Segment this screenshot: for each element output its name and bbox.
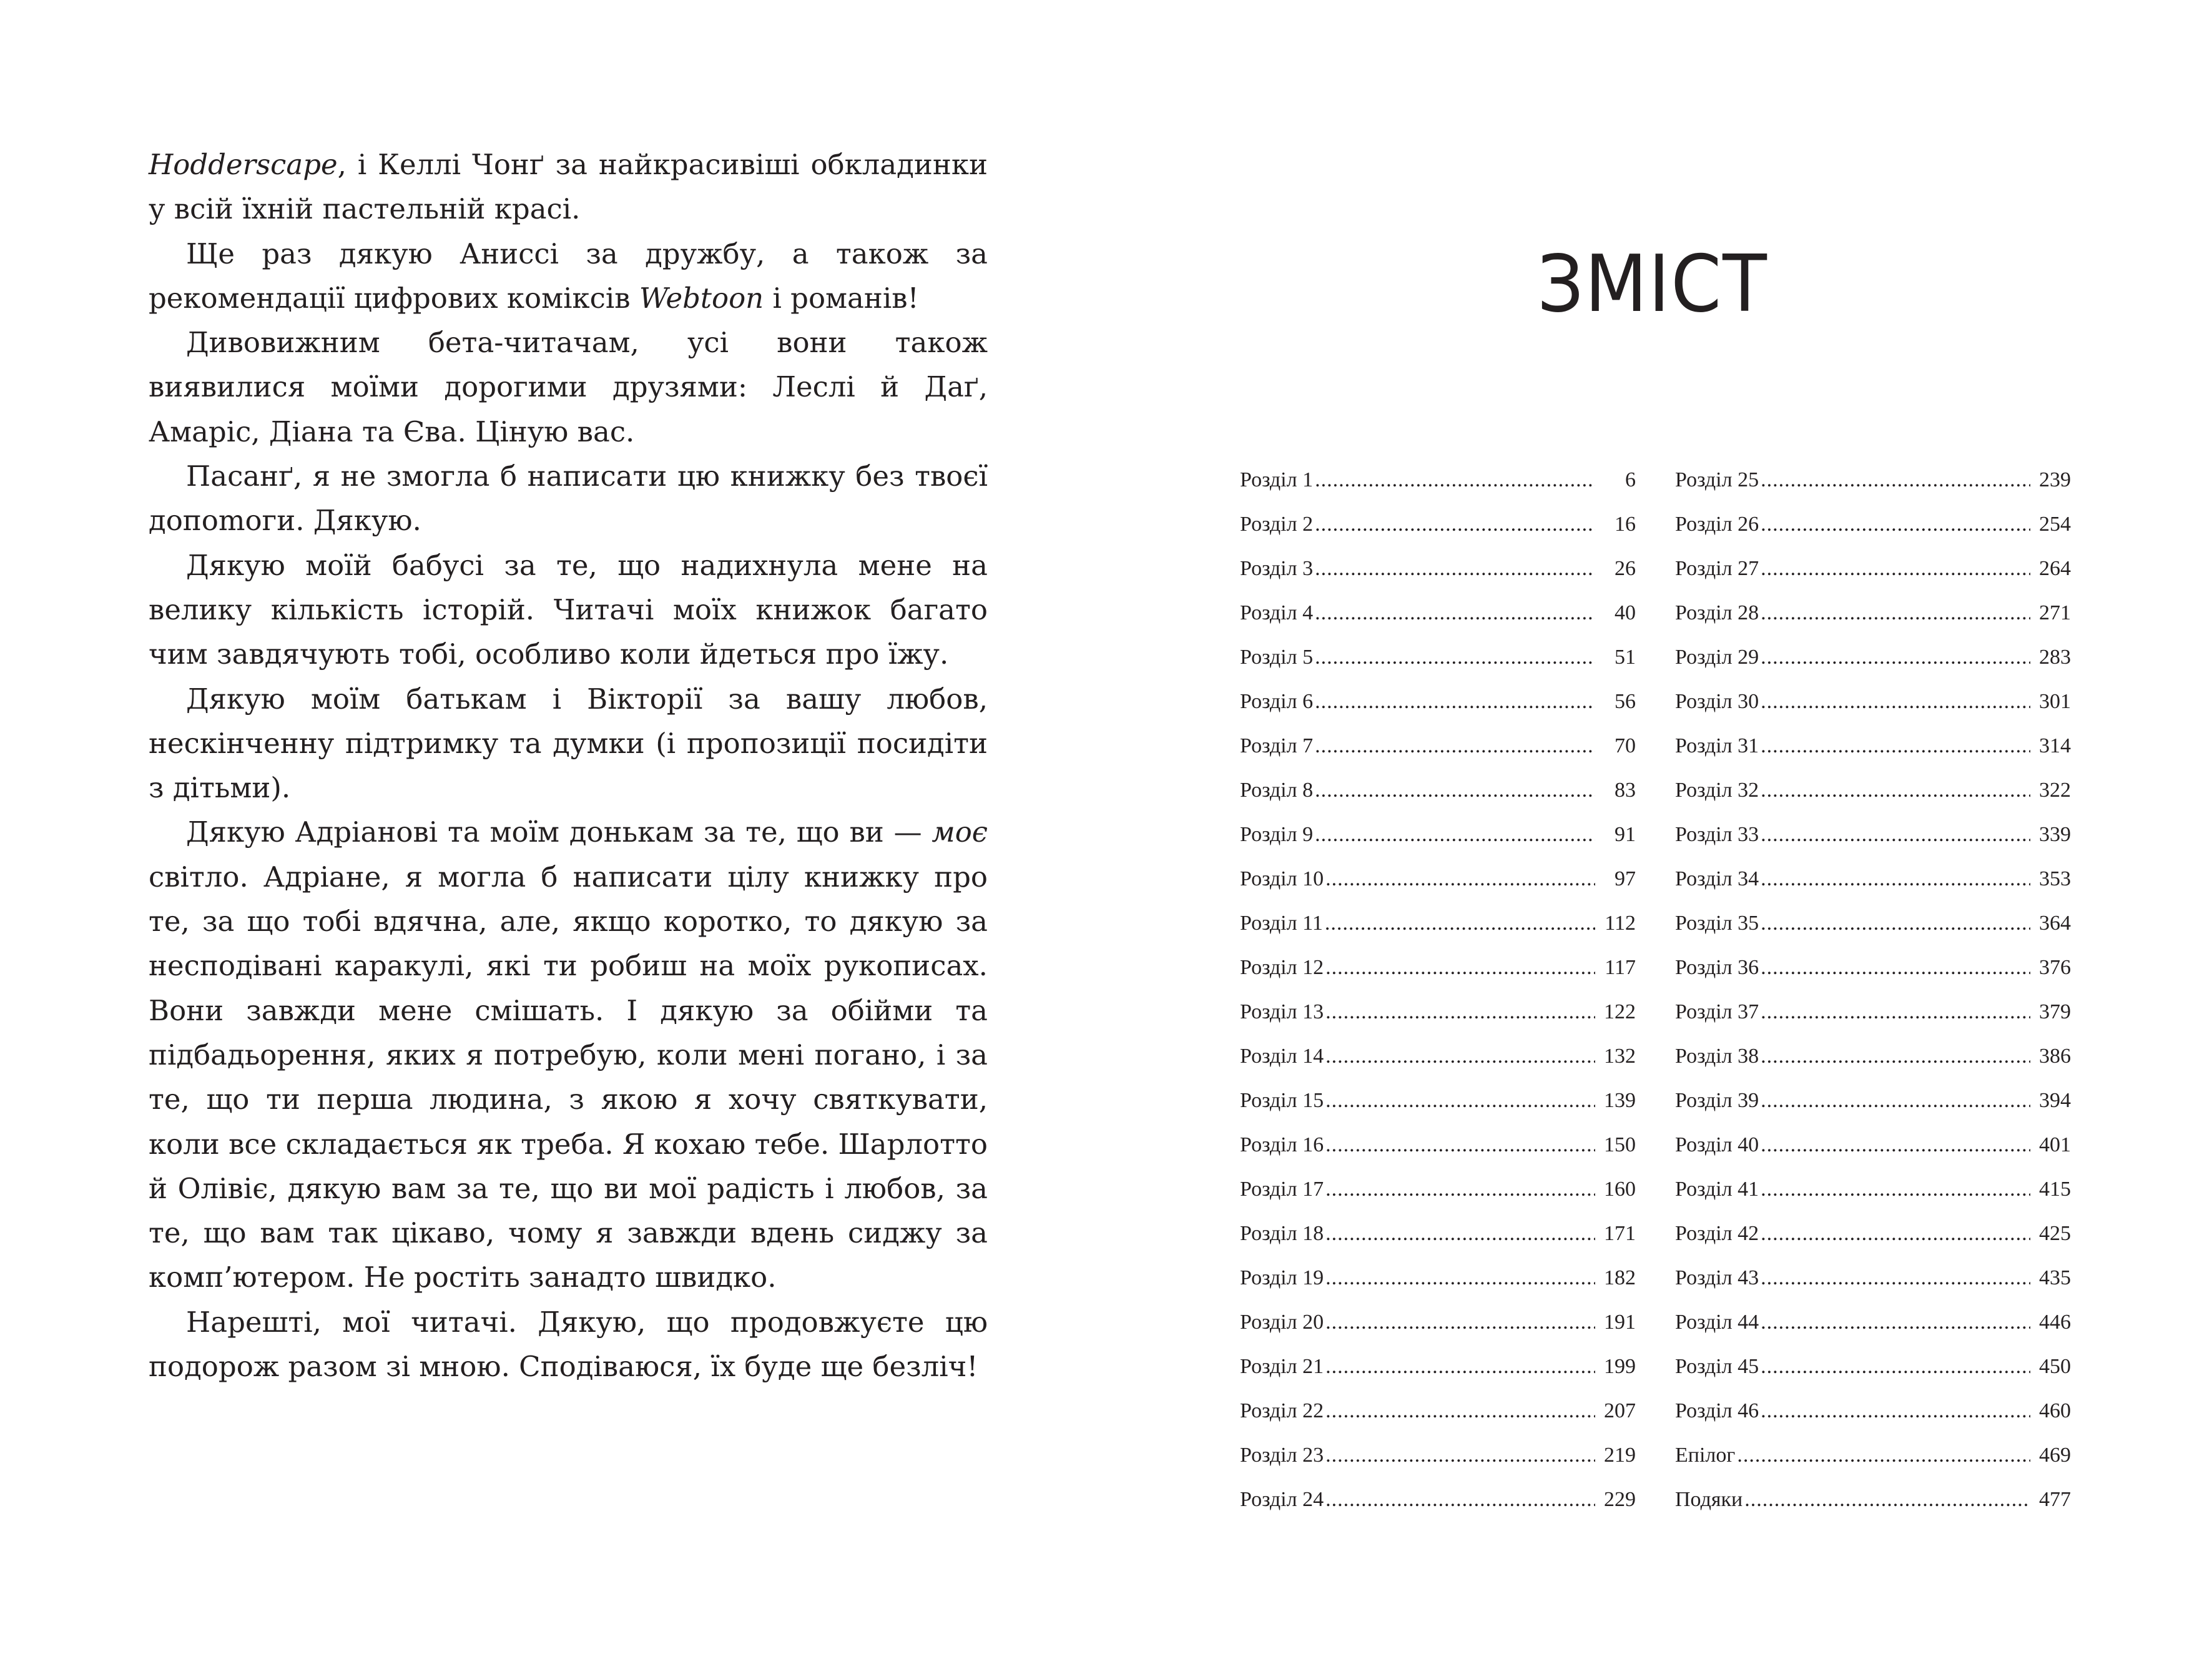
toc-entry-label: Розділ 2	[1240, 513, 1314, 536]
toc-entry[interactable]	[1675, 546, 2071, 591]
toc-dot-leader	[1761, 1389, 2030, 1433]
toc-entry[interactable]	[1240, 768, 1636, 812]
toc-dot-leader	[1325, 1078, 1595, 1123]
toc-dot-leader	[1761, 1078, 2030, 1123]
toc-entry-label: Розділ 12	[1240, 956, 1324, 979]
toc-entry-label: Розділ 24	[1240, 1488, 1324, 1511]
toc-entry-page-number: 322	[2039, 779, 2071, 802]
toc-entry-page-number: 339	[2039, 823, 2071, 846]
toc-entry-label: Розділ 3	[1240, 557, 1314, 580]
text-segment: Дивовижним бета-читачам, усі вони також виявилися моїми дорогими друзями: Леслі й Даґ, Амаріс, Діана та Єва. Ціную вас.	[149, 326, 988, 448]
toc-dot-leader	[1315, 812, 1595, 857]
toc-entry-page-number: 117	[1605, 956, 1636, 979]
toc-entry[interactable]	[1675, 1477, 2071, 1522]
toc-entry-page-number: 207	[1604, 1399, 1636, 1422]
toc-entry[interactable]	[1240, 1300, 1636, 1344]
toc-entry-page-number: 91	[1615, 823, 1636, 846]
toc-entry-label: Розділ 4	[1240, 601, 1314, 624]
toc-entry-page-number: 364	[2039, 912, 2071, 935]
toc-entry-page-number: 271	[2039, 601, 2071, 624]
paragraph	[149, 320, 988, 454]
paragraph	[149, 677, 988, 810]
toc-entry[interactable]	[1675, 1256, 2071, 1300]
toc-entry[interactable]	[1675, 990, 2071, 1034]
toc-entry-page-number: 6	[1625, 468, 1636, 491]
toc-entry-label: Розділ 33	[1675, 823, 1759, 846]
toc-entry[interactable]	[1240, 990, 1636, 1034]
toc-entry-label: Розділ 37	[1675, 1000, 1759, 1023]
toc-dot-leader	[1325, 1123, 1595, 1167]
toc-entry-page-number: 450	[2039, 1355, 2071, 1378]
toc-dot-leader	[1325, 1211, 1595, 1256]
toc-entry-label: Розділ 21	[1240, 1355, 1324, 1378]
toc-entry[interactable]	[1675, 635, 2071, 679]
text-segment: , і Келлі Чонґ за найкрасивіші обкладинки у всій їхній пастельній красі.	[149, 148, 988, 226]
text-segment: світло. Адріане, я могла б написати цілу книжку про те, за що тобі вдячна, але, якщо коротко, то дякую за несподівані каракулі, які ти робиш на моїх рукописах. Вони завжди мене смішать. І дякую за обійми та підбадьорення, яких я потребую, коли мені погано, і за те, що ти перша людина, з якою я хочу святкувати, коли все складається як треба. Я кохаю тебе. Шарлотто й Олівіє, дякую вам за те, що ви мої радість і любов, за те, що вам так цікаво, чому я завжди вдень сиджу за комп’ютером. Не ростіть занадто швидко.	[149, 860, 988, 1294]
toc-entry-label: Розділ 1	[1240, 468, 1314, 491]
toc-dot-leader	[1761, 502, 2030, 546]
toc-entry[interactable]	[1240, 1078, 1636, 1123]
toc-dot-leader	[1761, 901, 2030, 945]
toc-dot-leader	[1761, 990, 2030, 1034]
toc-dot-leader	[1325, 1256, 1595, 1300]
toc-entry[interactable]	[1675, 591, 2071, 635]
toc-dot-leader	[1325, 1344, 1595, 1389]
toc-entry[interactable]	[1240, 591, 1636, 635]
toc-entry-page-number: 122	[1604, 1000, 1636, 1023]
toc-dot-leader	[1315, 679, 1595, 724]
toc-entry-label: Розділ 19	[1240, 1266, 1324, 1289]
text-segment: Пасанґ, я не змогла б написати цю книжку без твоєї допоmоги. Дякую.	[149, 460, 988, 538]
toc-entry[interactable]	[1240, 901, 1636, 945]
toc-entry-label: Розділ 16	[1240, 1133, 1324, 1156]
toc-entry[interactable]	[1675, 502, 2071, 546]
toc-entry-page-number: 254	[2039, 513, 2071, 536]
toc-entry[interactable]	[1240, 1123, 1636, 1167]
toc-dot-leader	[1761, 1344, 2030, 1389]
toc-entry[interactable]	[1240, 1344, 1636, 1389]
text-segment: Дякую моїй бабусі за те, що надихнула мене на велику кількість історій. Читачі моїх книжок багато чим завдячують тобі, особливо коли йдеться про їжу.	[149, 548, 988, 671]
toc-entry[interactable]	[1240, 1211, 1636, 1256]
toc-entry[interactable]	[1675, 1034, 2071, 1078]
toc-dot-leader	[1744, 1477, 2030, 1522]
toc-entry-page-number: 379	[2039, 1000, 2071, 1023]
toc-entry[interactable]	[1675, 1211, 2071, 1256]
toc-entry[interactable]	[1240, 502, 1636, 546]
toc-column-right	[1675, 458, 2071, 1522]
toc-dot-leader	[1761, 458, 2030, 502]
toc-entry-label: Розділ 5	[1240, 646, 1314, 669]
toc-entry[interactable]	[1240, 1034, 1636, 1078]
toc-entry-label: Розділ 30	[1675, 690, 1759, 713]
toc-entry[interactable]	[1675, 1078, 2071, 1123]
toc-dot-leader	[1325, 1389, 1595, 1433]
toc-entry-label: Розділ 15	[1240, 1089, 1324, 1112]
toc-entry[interactable]	[1675, 768, 2071, 812]
toc-dot-leader	[1325, 857, 1595, 901]
toc-entry-page-number: 70	[1615, 734, 1636, 757]
toc-dot-leader	[1761, 546, 2030, 591]
toc-dot-leader	[1761, 1300, 2030, 1344]
paragraph	[149, 543, 988, 677]
toc-entry-label: Розділ 32	[1675, 779, 1759, 802]
toc-entry-page-number: 460	[2039, 1399, 2071, 1422]
toc-entry[interactable]	[1240, 1433, 1636, 1477]
toc-entry-label: Розділ 9	[1240, 823, 1314, 846]
toc-dot-leader	[1761, 1256, 2030, 1300]
paragraph	[149, 454, 988, 543]
toc-entry-label: Розділ 6	[1240, 690, 1314, 713]
toc-dot-leader	[1761, 1123, 2030, 1167]
toc-dot-leader	[1325, 945, 1595, 990]
toc-entry-page-number: 132	[1604, 1045, 1636, 1068]
toc-dot-leader	[1325, 1167, 1595, 1211]
toc-entry[interactable]	[1675, 1123, 2071, 1167]
toc-dot-leader	[1761, 945, 2030, 990]
toc-entry[interactable]	[1240, 679, 1636, 724]
toc-dot-leader	[1325, 1433, 1595, 1477]
paragraph	[149, 232, 988, 321]
toc-entry-label: Розділ 34	[1675, 867, 1759, 890]
toc-entry-page-number: 283	[2039, 646, 2071, 669]
toc-entry-label: Розділ 14	[1240, 1045, 1324, 1068]
toc-entry-page-number: 353	[2039, 867, 2071, 890]
toc-entry[interactable]	[1240, 1477, 1636, 1522]
toc-entry-label: Розділ 18	[1240, 1222, 1324, 1245]
toc-dot-leader	[1761, 1167, 2030, 1211]
toc-entry[interactable]	[1240, 945, 1636, 990]
toc-dot-leader	[1761, 1034, 2030, 1078]
toc-entry-label: Розділ 41	[1675, 1178, 1759, 1201]
toc-entry-page-number: 229	[1604, 1488, 1636, 1511]
toc-entry[interactable]	[1240, 546, 1636, 591]
toc-entry[interactable]	[1675, 901, 2071, 945]
toc-entry-label: Епілог	[1675, 1444, 1736, 1467]
toc-entry-label: Розділ 10	[1240, 867, 1324, 890]
toc-entry-page-number: 139	[1604, 1089, 1636, 1112]
italic-text: Webtoon	[639, 281, 764, 315]
toc-entry-page-number: 386	[2039, 1045, 2071, 1068]
toc-dot-leader	[1761, 591, 2030, 635]
toc-entry[interactable]	[1675, 724, 2071, 768]
toc-dot-leader	[1761, 768, 2030, 812]
toc-entry-label: Розділ 7	[1240, 734, 1314, 757]
toc-dot-leader	[1315, 768, 1595, 812]
toc-entry[interactable]	[1240, 458, 1636, 502]
text-segment: Дякую Адріанові та моїм донькам за те, що ви —	[186, 815, 932, 849]
toc-dot-leader	[1761, 635, 2030, 679]
toc-entry-page-number: 415	[2039, 1178, 2071, 1201]
toc-dot-leader	[1761, 724, 2030, 768]
toc-entry-page-number: 56	[1615, 690, 1636, 713]
toc-entry-page-number: 469	[2039, 1444, 2071, 1467]
toc-entry-label: Розділ 44	[1675, 1311, 1759, 1334]
text-segment: Дякую моїм батькам і Вікторії за вашу любов, нескінченну підтримку та думки (і пропозиції посидіти з дітьми).	[149, 682, 988, 805]
toc-dot-leader	[1315, 502, 1595, 546]
toc-entry[interactable]	[1240, 1256, 1636, 1300]
toc-dot-leader	[1315, 546, 1595, 591]
toc-entry-page-number: 425	[2039, 1222, 2071, 1245]
toc-entry-label: Розділ 27	[1675, 557, 1759, 580]
toc-entry-label: Розділ 22	[1240, 1399, 1324, 1422]
toc-entry-page-number: 112	[1605, 912, 1636, 935]
toc-entry-page-number: 16	[1615, 513, 1636, 536]
toc-entry-page-number: 477	[2039, 1488, 2071, 1511]
toc-entry-label: Розділ 8	[1240, 779, 1314, 802]
toc-entry[interactable]	[1675, 1389, 2071, 1433]
toc-dot-leader	[1315, 724, 1595, 768]
toc-dot-leader	[1315, 635, 1595, 679]
toc-entry-page-number: 182	[1604, 1266, 1636, 1289]
paragraph	[149, 1300, 988, 1389]
toc-entry[interactable]	[1675, 857, 2071, 901]
toc-dot-leader	[1761, 1211, 2030, 1256]
italic-text: Hodderscape	[149, 148, 338, 181]
text-segment: Ще раз дякую Аниссі за дружбу, а також за рекомендації цифрових коміксів	[149, 237, 988, 315]
toc-entry-page-number: 264	[2039, 557, 2071, 580]
toc-entry[interactable]	[1240, 812, 1636, 857]
toc-entry-page-number: 239	[2039, 468, 2071, 491]
toc-entry-label: Розділ 39	[1675, 1089, 1759, 1112]
toc-dot-leader	[1325, 1034, 1595, 1078]
text-segment: Нарешті, мої читачі. Дякую, що продовжуєте цю подорож разом зі мною. Сподіваюся, їх буде ще безліч!	[149, 1305, 988, 1384]
toc-entry[interactable]	[1675, 458, 2071, 502]
toc-entry-label: Розділ 40	[1675, 1133, 1759, 1156]
toc-entry-label: Подяки	[1675, 1488, 1743, 1511]
toc-entry[interactable]	[1675, 679, 2071, 724]
toc-entry[interactable]	[1675, 1300, 2071, 1344]
toc-dot-leader	[1325, 990, 1595, 1034]
toc-entry-label: Розділ 17	[1240, 1178, 1324, 1201]
acknowledgements-text	[149, 142, 988, 1389]
toc-entry-page-number: 401	[2039, 1133, 2071, 1156]
toc-entry-page-number: 219	[1604, 1444, 1636, 1467]
toc-entry-page-number: 394	[2039, 1089, 2071, 1112]
toc-dot-leader	[1325, 901, 1595, 945]
toc-dot-leader	[1325, 1300, 1595, 1344]
toc-entry-label: Розділ 11	[1240, 912, 1323, 935]
toc-entry[interactable]	[1675, 1344, 2071, 1389]
toc-entry[interactable]	[1240, 1389, 1636, 1433]
toc-entry-page-number: 150	[1604, 1133, 1636, 1156]
toc-entry-page-number: 40	[1615, 601, 1636, 624]
paragraph	[149, 142, 988, 232]
toc-entry-label: Розділ 23	[1240, 1444, 1324, 1467]
toc-dot-leader	[1315, 591, 1595, 635]
toc-entry-label: Розділ 31	[1675, 734, 1759, 757]
italic-text: моє	[931, 815, 988, 849]
toc-column-left	[1240, 458, 1636, 1522]
toc-entry-page-number: 51	[1615, 646, 1636, 669]
toc-entry-page-number: 171	[1604, 1222, 1636, 1245]
toc-entry-page-number: 26	[1615, 557, 1636, 580]
toc-entry-label: Розділ 36	[1675, 956, 1759, 979]
toc-entry-page-number: 199	[1604, 1355, 1636, 1378]
toc-entry-label: Розділ 43	[1675, 1266, 1759, 1289]
toc-entry-page-number: 97	[1615, 867, 1636, 890]
toc-entry-label: Розділ 46	[1675, 1399, 1759, 1422]
text-segment: і романів!	[764, 281, 919, 315]
toc-entry[interactable]	[1675, 1167, 2071, 1211]
toc-entry-page-number: 446	[2039, 1311, 2071, 1334]
toc-dot-leader	[1761, 812, 2030, 857]
toc-entry-label: Розділ 28	[1675, 601, 1759, 624]
toc-entry-label: Розділ 13	[1240, 1000, 1324, 1023]
toc-entry-label: Розділ 45	[1675, 1355, 1759, 1378]
toc-entry-label: Розділ 35	[1675, 912, 1759, 935]
toc-entry-page-number: 301	[2039, 690, 2071, 713]
toc-entry[interactable]	[1675, 1433, 2071, 1477]
toc-dot-leader	[1737, 1433, 2030, 1477]
toc-entry[interactable]	[1675, 945, 2071, 990]
toc-title: ЗМІСТ	[1537, 238, 1768, 330]
right-page	[1106, 0, 2212, 1659]
toc-entry-page-number: 314	[2039, 734, 2071, 757]
toc-entry-page-number: 160	[1604, 1178, 1636, 1201]
toc-entry-label: Розділ 42	[1675, 1222, 1759, 1245]
toc-entry-label: Розділ 29	[1675, 646, 1759, 669]
toc-dot-leader	[1761, 857, 2030, 901]
toc-dot-leader	[1761, 679, 2030, 724]
toc-dot-leader	[1315, 458, 1595, 502]
toc-entry-label: Розділ 20	[1240, 1311, 1324, 1334]
toc-entry-page-number: 83	[1615, 779, 1636, 802]
toc-entry-label: Розділ 25	[1675, 468, 1759, 491]
toc-entry[interactable]	[1240, 1167, 1636, 1211]
toc-entry-page-number: 376	[2039, 956, 2071, 979]
toc-dot-leader	[1325, 1477, 1595, 1522]
toc-entry-page-number: 435	[2039, 1266, 2071, 1289]
toc-entry-label: Розділ 26	[1675, 513, 1759, 536]
toc-entry-page-number: 191	[1604, 1311, 1636, 1334]
toc-entry[interactable]	[1240, 635, 1636, 679]
toc-entry[interactable]	[1240, 857, 1636, 901]
toc-entry[interactable]	[1240, 724, 1636, 768]
toc-entry[interactable]	[1675, 812, 2071, 857]
paragraph	[149, 810, 988, 1299]
toc-entry-label: Розділ 38	[1675, 1045, 1759, 1068]
